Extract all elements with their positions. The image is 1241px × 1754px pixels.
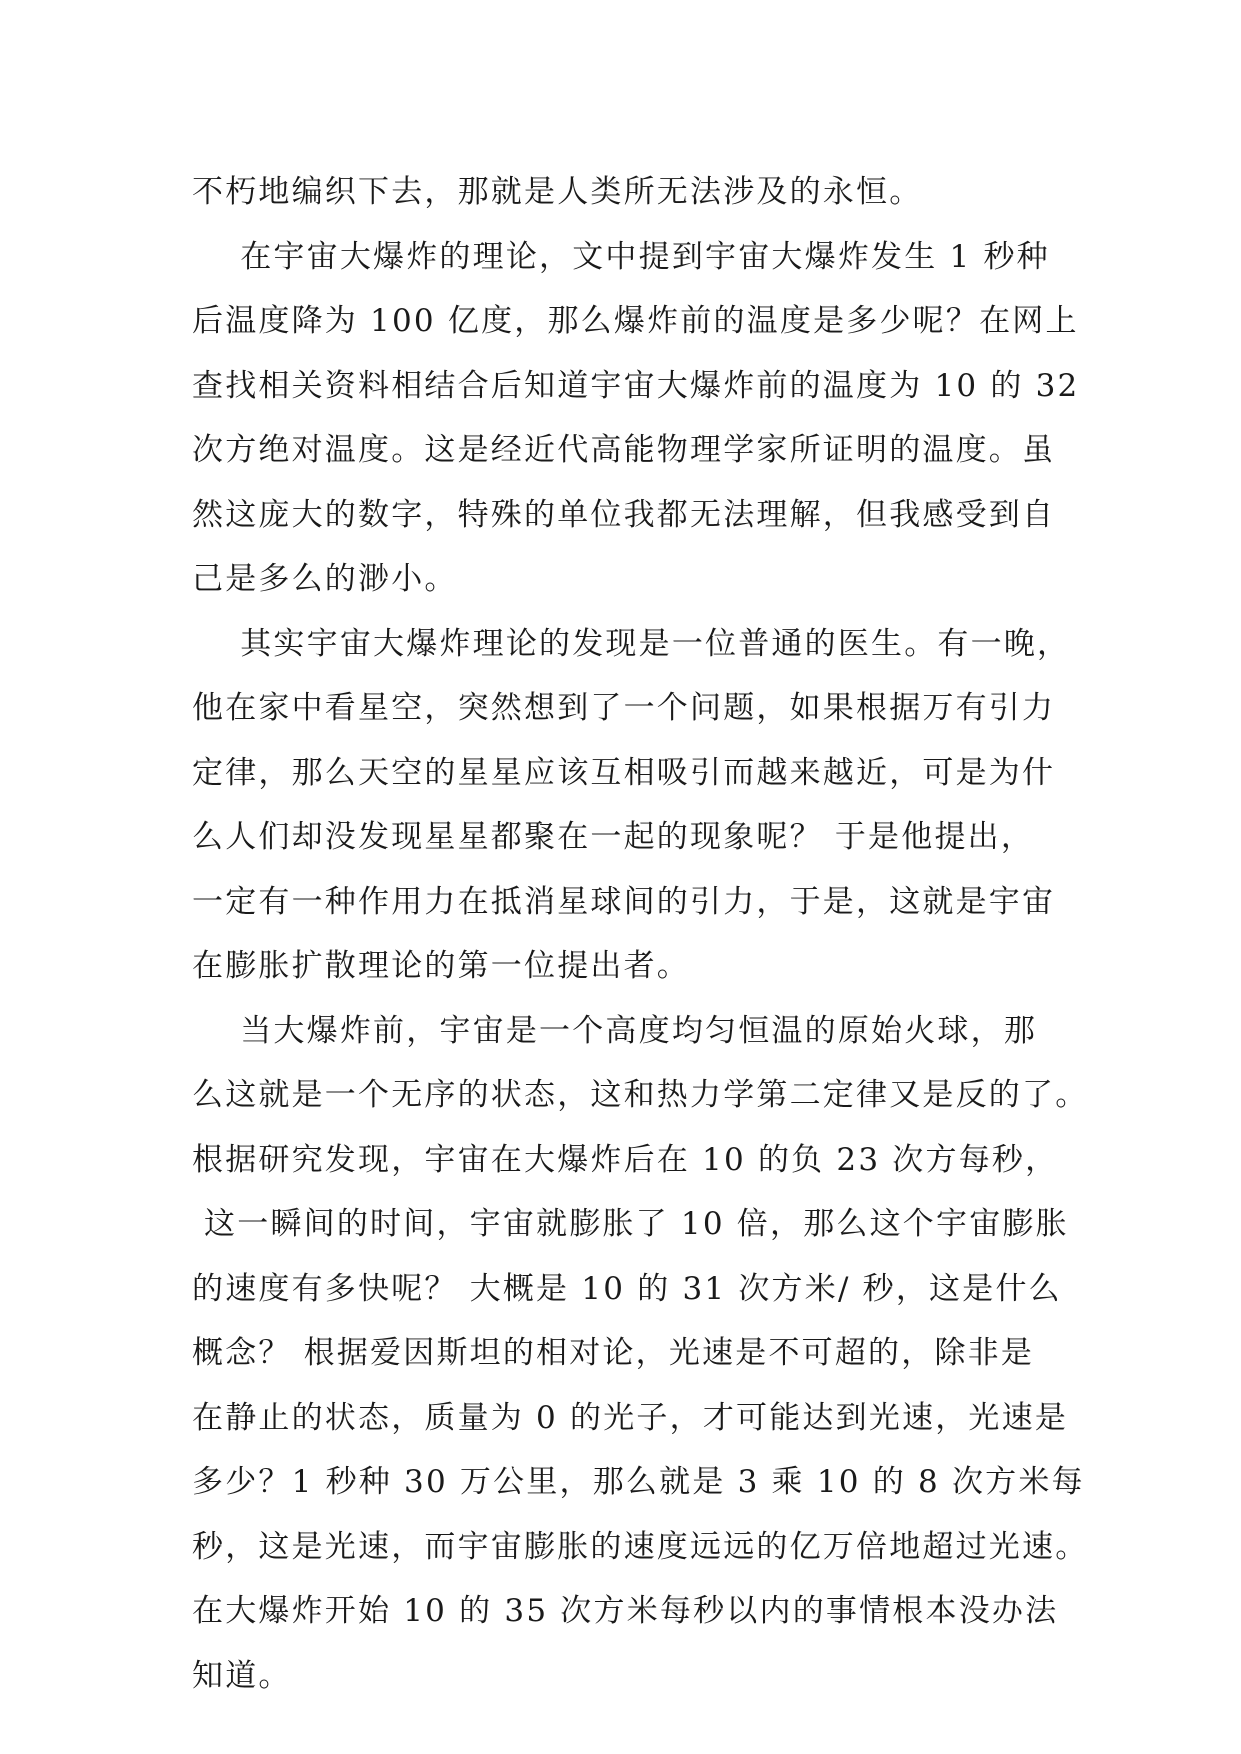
text-line: 己是多么的渺小。: [192, 561, 458, 597]
text-line: 在静止的状态，质量为 0 的光子，才可能达到光速，光速是: [192, 1399, 1069, 1436]
text-line: 后温度降为 100 亿度，那么爆炸前的温度是多少呢？在网上: [192, 303, 1079, 339]
text-line: 在膨胀扩散理论的第一位提出者。: [192, 948, 690, 984]
text-line: 根据研究发现，宇宙在大爆炸后在 10 的负 23 次方每秒，: [192, 1141, 1059, 1178]
text-line: 概念？ 根据爱因斯坦的相对论，光速是不可超的，除非是: [192, 1335, 1035, 1371]
text-line: 不朽地编织下去，那就是人类所无法涉及的永恒。: [192, 174, 923, 210]
text-line: 么这就是一个无序的状态，这和热力学第二定律又是反的了。: [192, 1077, 1089, 1113]
text-line: 这一瞬间的时间，宇宙就膨胀了 10 倍，那么这个宇宙膨胀: [192, 1206, 1069, 1242]
text-line: 一定有一种作用力在抵消星球间的引力，于是，这就是宇宙: [192, 883, 1056, 920]
document-body: [192, 160, 1089, 1708]
text-line: 在宇宙大爆炸的理论，文中提到宇宙大爆炸发生 1 秒种: [192, 238, 1050, 275]
text-line: 然这庞大的数字，特殊的单位我都无法理解，但我感受到自: [192, 496, 1056, 533]
text-line: 么人们却没发现星星都聚在一起的现象呢？ 于是他提出，: [192, 819, 1035, 855]
text-line: 次方绝对温度。这是经近代高能物理学家所证明的温度。虽: [192, 432, 1056, 468]
text-line: 其实宇宙大爆炸理论的发现是一位普通的医生。有一晚，: [192, 625, 1071, 662]
text-line: 当大爆炸前，宇宙是一个高度均匀恒温的原始火球，那: [192, 1012, 1038, 1049]
text-line: 知道。: [192, 1657, 292, 1694]
text-line: 在大爆炸开始 10 的 35 次方米每秒以内的事情根本没办法: [192, 1593, 1059, 1629]
text-line: 他在家中看星空，突然想到了一个问题，如果根据万有引力: [192, 690, 1056, 726]
text-line: 秒，这是光速，而宇宙膨胀的速度远远的亿万倍地超过光速。: [192, 1528, 1089, 1565]
text-line: 查找相关资料相结合后知道宇宙大爆炸前的温度为 10 的 32: [192, 367, 1080, 404]
text-line: 的速度有多快呢？ 大概是 10 的 31 次方米/ 秒，这是什么: [192, 1270, 1062, 1307]
text-line: 定律，那么天空的星星应该互相吸引而越来越近，可是为什: [192, 754, 1056, 791]
text-line: 多少？1 秒种 30 万公里，那么就是 3 乘 10 的 8 次方米每: [192, 1464, 1085, 1500]
